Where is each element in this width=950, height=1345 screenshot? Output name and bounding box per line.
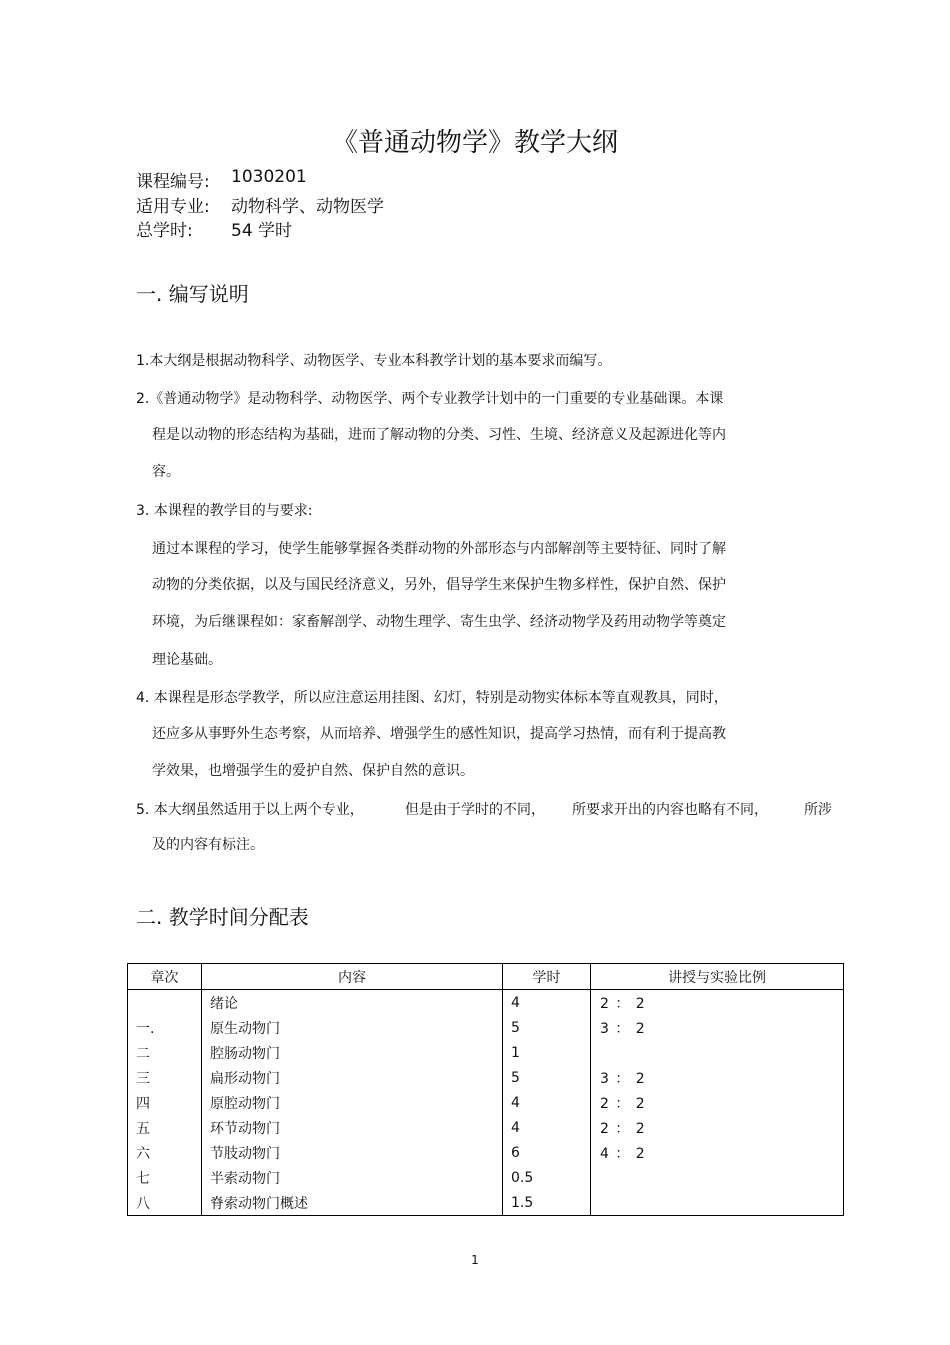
para-line: 及的内容有标注。 [152,837,264,853]
total-hours-value: 54 学时 [231,221,293,241]
cell-content: 扁形动物门 [202,1065,503,1090]
table-row [128,1090,844,1115]
cell-content: 绪论 [202,990,503,1016]
para-line: 1.本大纲是根据动物科学、动物医学、专业本科教学计划的基本要求而编写。 [136,353,612,369]
cell-hours: 1 [503,1040,591,1065]
page-number: 1 [471,1253,479,1267]
para-line: 2.《普通动物学》是动物科学、动物医学、两个专业教学计划中的一门重要的专业基础课。本课 [136,391,724,407]
para-line: 3. 本课程的教学目的与要求: [136,503,313,519]
major-value: 动物科学、动物医学 [231,197,384,217]
cell-ratio [591,1165,844,1190]
cell-ratio [591,1040,844,1065]
para-line-seg: 5. 本大纲虽然适用于以上两个专业， [136,802,364,818]
cell-content: 腔肠动物门 [202,1040,503,1065]
cell-chapter: 三 [128,1065,202,1090]
cell-ratio: 3 ： 2 [591,1065,844,1090]
para-line-seg: 所要求开出的内容也略有不同， [572,802,768,818]
table-row [128,1165,844,1190]
cell-content: 环节动物门 [202,1115,503,1140]
table-row [128,1040,844,1065]
cell-chapter [128,990,202,1016]
para-line: 学效果，也增强学生的爱护自然、保护自然的意识。 [152,763,474,779]
header-ratio: 讲授与实验比例 [591,964,844,990]
cell-hours: 4 [503,1115,591,1140]
table-row [128,1065,844,1090]
para-line: 动物的分类依据，以及与国民经济意义，另外，倡导学生来保护生物多样性，保护自然、保护 [152,577,726,593]
major-label: 适用专业: [136,197,210,217]
table-row [128,1140,844,1165]
section1-heading: 一. 编写说明 [136,282,249,306]
course-code-value: 1030201 [231,167,307,187]
cell-hours: 6 [503,1140,591,1165]
header-chapter: 章次 [128,964,202,990]
cell-hours: 5 [503,1015,591,1040]
para-line: 容。 [152,464,180,480]
para-line: 程是以动物的形态结构为基础，进而了解动物的分类、习性、生境、经济意义及起源进化等内 [152,427,726,443]
cell-ratio: 2 ： 2 [591,1115,844,1140]
cell-hours: 4 [503,1090,591,1115]
cell-chapter: 五 [128,1115,202,1140]
cell-hours: 0.5 [503,1165,591,1190]
course-code-label: 课程编号: [136,172,210,192]
cell-chapter: 二 [128,1040,202,1065]
section2-heading: 二. 教学时间分配表 [136,905,309,929]
cell-hours: 1.5 [503,1190,591,1216]
cell-content: 原腔动物门 [202,1090,503,1115]
para-line-seg: 但是由于学时的不同， [405,802,545,818]
cell-chapter: 八 [128,1190,202,1216]
time-allocation-table [127,963,844,1216]
table-row [128,990,844,1016]
cell-ratio: 2 ： 2 [591,990,844,1016]
cell-content: 原生动物门 [202,1015,503,1040]
cell-content: 脊索动物门概述 [202,1190,503,1216]
page-title: 《普通动物学》教学大纲 [331,128,618,158]
table-row [128,1115,844,1140]
para-line: 环境，为后继课程如：家畜解剖学、动物生理学、寄生虫学、经济动物学及药用动物学等奠定 [152,614,726,630]
para-line: 4. 本课程是形态学教学，所以应注意运用挂图、幻灯，特别是动物实体标本等直观教具，同时， [136,690,728,706]
cell-ratio [591,1190,844,1216]
header-hours: 学时 [503,964,591,990]
cell-hours: 5 [503,1065,591,1090]
table-row [128,1190,844,1216]
cell-content: 节肢动物门 [202,1140,503,1165]
para-line: 还应多从事野外生态考察，从而培养、增强学生的感性知识，提高学习热情，而有利于提高教 [152,726,726,742]
cell-ratio: 3 ： 2 [591,1015,844,1040]
cell-content: 半索动物门 [202,1165,503,1190]
para-line: 理论基础。 [152,652,222,668]
cell-ratio: 4 ： 2 [591,1140,844,1165]
para-line-seg: 所涉 [804,802,832,818]
cell-chapter: 一. [128,1015,202,1040]
cell-hours: 4 [503,990,591,1016]
cell-ratio: 2 ： 2 [591,1090,844,1115]
para-line: 通过本课程的学习，使学生能够掌握各类群动物的外部形态与内部解剖等主要特征、同时了解 [152,541,726,557]
table-row [128,1015,844,1040]
cell-chapter: 六 [128,1140,202,1165]
cell-chapter: 七 [128,1165,202,1190]
header-content: 内容 [202,964,503,990]
cell-chapter: 四 [128,1090,202,1115]
table-header-row [128,964,844,990]
total-hours-label: 总学时: [136,221,193,241]
